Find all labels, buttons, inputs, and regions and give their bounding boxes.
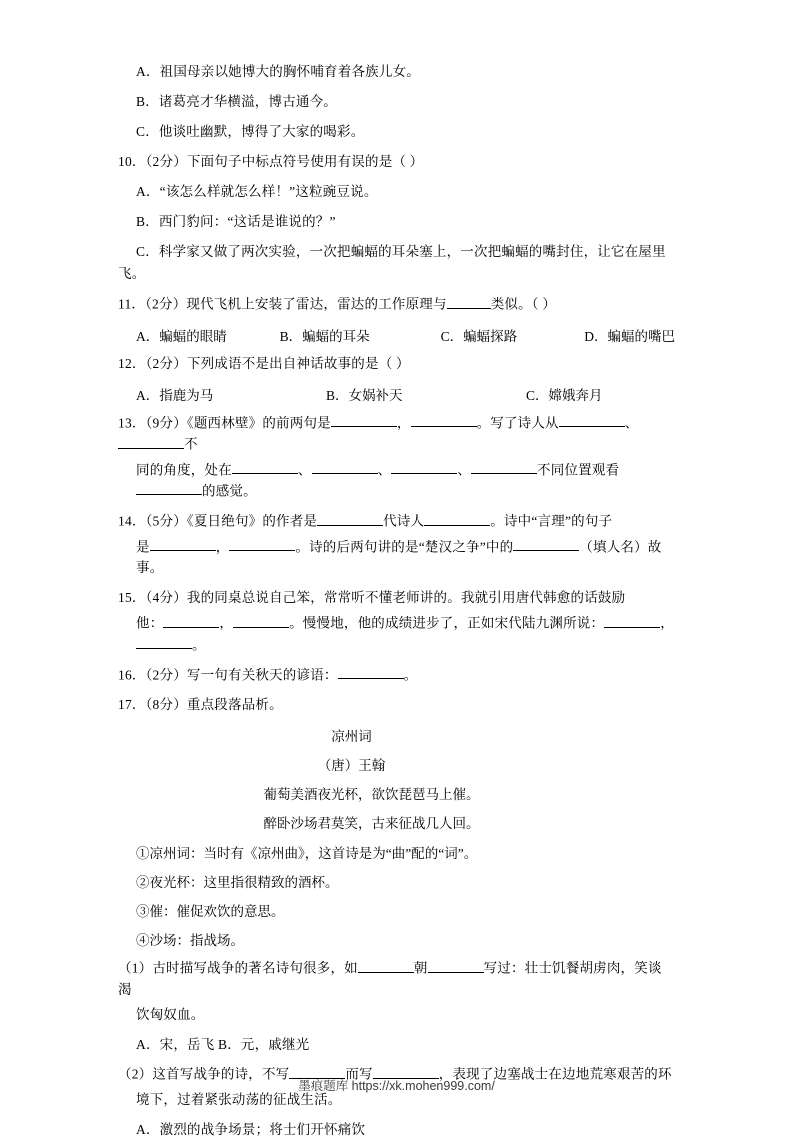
question-13-blank-5	[232, 460, 298, 475]
question-13-text-i: 、	[457, 462, 472, 478]
poem-note-4: ④沙场：指战场。	[136, 933, 244, 949]
question-17-sub1-text-c: 写过：壮士饥餐胡虏肉，笑谈渴	[118, 960, 662, 997]
question-13-blank-2	[411, 413, 477, 428]
question-13-blank-4	[118, 434, 184, 449]
question-15-line-1: 15．（4分）我的同桌总说自己笨，常常听不懂老师讲的。我就引用唐代韩愈的话鼓励	[118, 590, 626, 606]
question-15-blank-1	[163, 613, 219, 628]
top-option-a: A．祖国母亲以她博大的胸怀哺育着各族儿女。	[136, 64, 420, 79]
question-17-sub1-text-b: 朝	[413, 960, 428, 976]
question-17-sub2-text-b: 而写	[345, 1066, 373, 1082]
question-14-blank-5	[513, 537, 579, 552]
question-13-line-2	[118, 460, 675, 503]
poem-note-2: ②夜光杯：这里指很精致的酒杯。	[136, 875, 339, 891]
question-14-text-c: 。诗中“言理”的句子	[490, 513, 613, 529]
question-14-text-f: 。诗的后两句讲的是“楚汉之争”中的	[295, 539, 514, 555]
question-15-text-b: ，	[219, 615, 234, 631]
question-13-text-g: 、	[297, 462, 312, 478]
question-13-text-d: 、	[624, 415, 639, 431]
question-13-text-j: 不同位置观看	[537, 462, 620, 478]
question-13-text-c: 。写了诗人从	[476, 415, 559, 431]
question-11-stem-part-a: 11．（2分）现代飞机上安装了雷达，雷达的工作原理与	[118, 296, 447, 312]
question-15-blank-4	[136, 635, 192, 650]
question-11-option-c: C．蝙蝠探路	[440, 328, 518, 344]
question-16-blank	[338, 665, 404, 680]
top-option-c: C．他谈吐幽默，博得了大家的喝彩。	[136, 123, 365, 139]
question-14-blank-1	[317, 511, 383, 526]
question-12-option-c: C．嫦娥奔月	[526, 387, 603, 403]
poem-line-2: 醉卧沙场君莫笑，古来征战几人回。	[263, 816, 480, 832]
question-17-sub1-blank-2	[428, 958, 484, 973]
poem-note-1: ①凉州词：当时有《凉州曲》，这首诗是为“曲”配的“词”。	[136, 846, 478, 862]
question-14-blank-3	[150, 537, 216, 552]
question-13-text-k: 的感觉。	[202, 483, 257, 499]
question-15-text-e: 。	[192, 637, 206, 653]
question-17-sub2-options: A．激烈的战争场景；将士们开怀痛饮	[136, 1121, 366, 1137]
question-13-blank-3	[559, 413, 625, 428]
question-13-blank-1	[331, 413, 397, 428]
poem-line-1: 葡萄美酒夜光杯，欲饮琵琶马上催。	[263, 787, 480, 803]
question-15-text-d: ，	[660, 615, 674, 631]
question-15-text-c: 。慢慢地，他的成绩进步了，正如宋代陆九渊所说：	[289, 615, 605, 631]
question-11-option-b: B．蝙蝠的耳朵	[279, 328, 370, 344]
question-13-text-b: ，	[396, 415, 411, 431]
question-13-line-1	[118, 413, 675, 456]
question-17-sub1-blank-1	[358, 958, 414, 973]
question-13-text-f: 同的角度，处在	[136, 462, 232, 478]
question-13-blank-9	[136, 481, 202, 496]
question-15-text-a: 他：	[136, 615, 164, 631]
top-option-b: B．诸葛亮才华横溢，博古通今。	[136, 93, 338, 109]
question-13-text-e: 不	[184, 436, 198, 452]
poem-author: （唐）王翰	[317, 758, 386, 774]
watermark: 墨痕题库 https://xk.mohen999.com/	[298, 1079, 495, 1093]
question-13-text-a: 13．（9分）《题西林壁》的前两句是	[118, 415, 331, 431]
question-15-line-2	[118, 613, 675, 656]
question-17-sub1-text-a: （1）古时描写战争的著名诗句很多，如	[118, 960, 358, 976]
question-13-blank-8	[471, 460, 537, 475]
question-14-line-2	[118, 537, 675, 579]
question-12-option-b: B．女娲补天	[326, 387, 403, 403]
question-13-blank-7	[391, 460, 457, 475]
question-11-option-d: D．蝙蝠的嘴巴	[584, 328, 675, 344]
question-13-text-h: 、	[377, 462, 392, 478]
question-14-text-e: ，	[215, 539, 230, 555]
question-17-sub1-line-2: 饮匈奴血。	[136, 1006, 205, 1022]
question-14-blank-4	[229, 537, 295, 552]
question-12-stem: 12．（2分）下列成语不是出自神话故事的是（ ）	[118, 355, 410, 371]
question-10-option-a: A．“该怎么样就怎么样！”这粒豌豆说。	[136, 183, 378, 199]
question-11-option-a: A．蝙蝠的眼睛	[136, 328, 227, 344]
question-14-text-d: 是	[136, 539, 150, 555]
question-10-option-b: B．西门豹问：“这话是谁说的？”	[136, 213, 336, 229]
question-15-blank-3	[604, 613, 660, 628]
poem-title: 凉州词	[331, 729, 372, 745]
question-17-sub2-text-c: ，表现了边塞战士在边地荒寒艰苦的环	[438, 1066, 672, 1082]
question-14-text-b: 代诗人	[383, 513, 425, 529]
question-11-stem-part-b: 类似。（ ）	[490, 296, 557, 312]
question-17-stem: 17．（8分）重点段落品析。	[118, 697, 283, 713]
poem-note-3: ③催：催促欢饮的意思。	[136, 904, 285, 920]
question-14-line-1	[118, 511, 675, 532]
question-10-stem: 10．（2分）下面句子中标点符号使用有误的是（ ）	[118, 153, 424, 169]
question-12-option-a: A．指鹿为马	[136, 387, 214, 403]
question-16	[118, 665, 675, 686]
question-15-blank-2	[233, 613, 289, 628]
question-13-blank-6	[312, 460, 378, 475]
question-17-sub2-text-a: （2）这首写战争的诗，不写	[118, 1066, 290, 1082]
question-16-text-b: 。	[403, 667, 418, 683]
question-17-sub2-line-2: 境下，过着紧张动荡的征战生活。	[136, 1091, 342, 1107]
question-16-text-a: 16．（2分）写一句有关秋天的谚语：	[118, 667, 338, 683]
question-10-option-c: C．科学家又做了两次实验，一次把蝙蝠的耳朵塞上，一次把蝙蝠的嘴封住，让它在屋里	[136, 243, 666, 259]
question-11-blank	[447, 294, 491, 309]
poem-block	[118, 725, 675, 832]
question-11-options	[118, 325, 675, 345]
question-11-stem	[118, 294, 675, 315]
question-14-blank-2	[424, 511, 490, 526]
question-12-options	[118, 384, 675, 404]
question-14-text-g: （填人名）故事。	[136, 539, 662, 576]
question-14-text-a: 14．（5分）《夏日绝句》的作者是	[118, 513, 318, 529]
question-17-sub1-options: A．宋，岳飞 B．元，戚继光	[136, 1036, 310, 1052]
question-17-sub1-line-1	[118, 958, 675, 1000]
question-10-option-c-cont: 飞。	[118, 266, 146, 282]
